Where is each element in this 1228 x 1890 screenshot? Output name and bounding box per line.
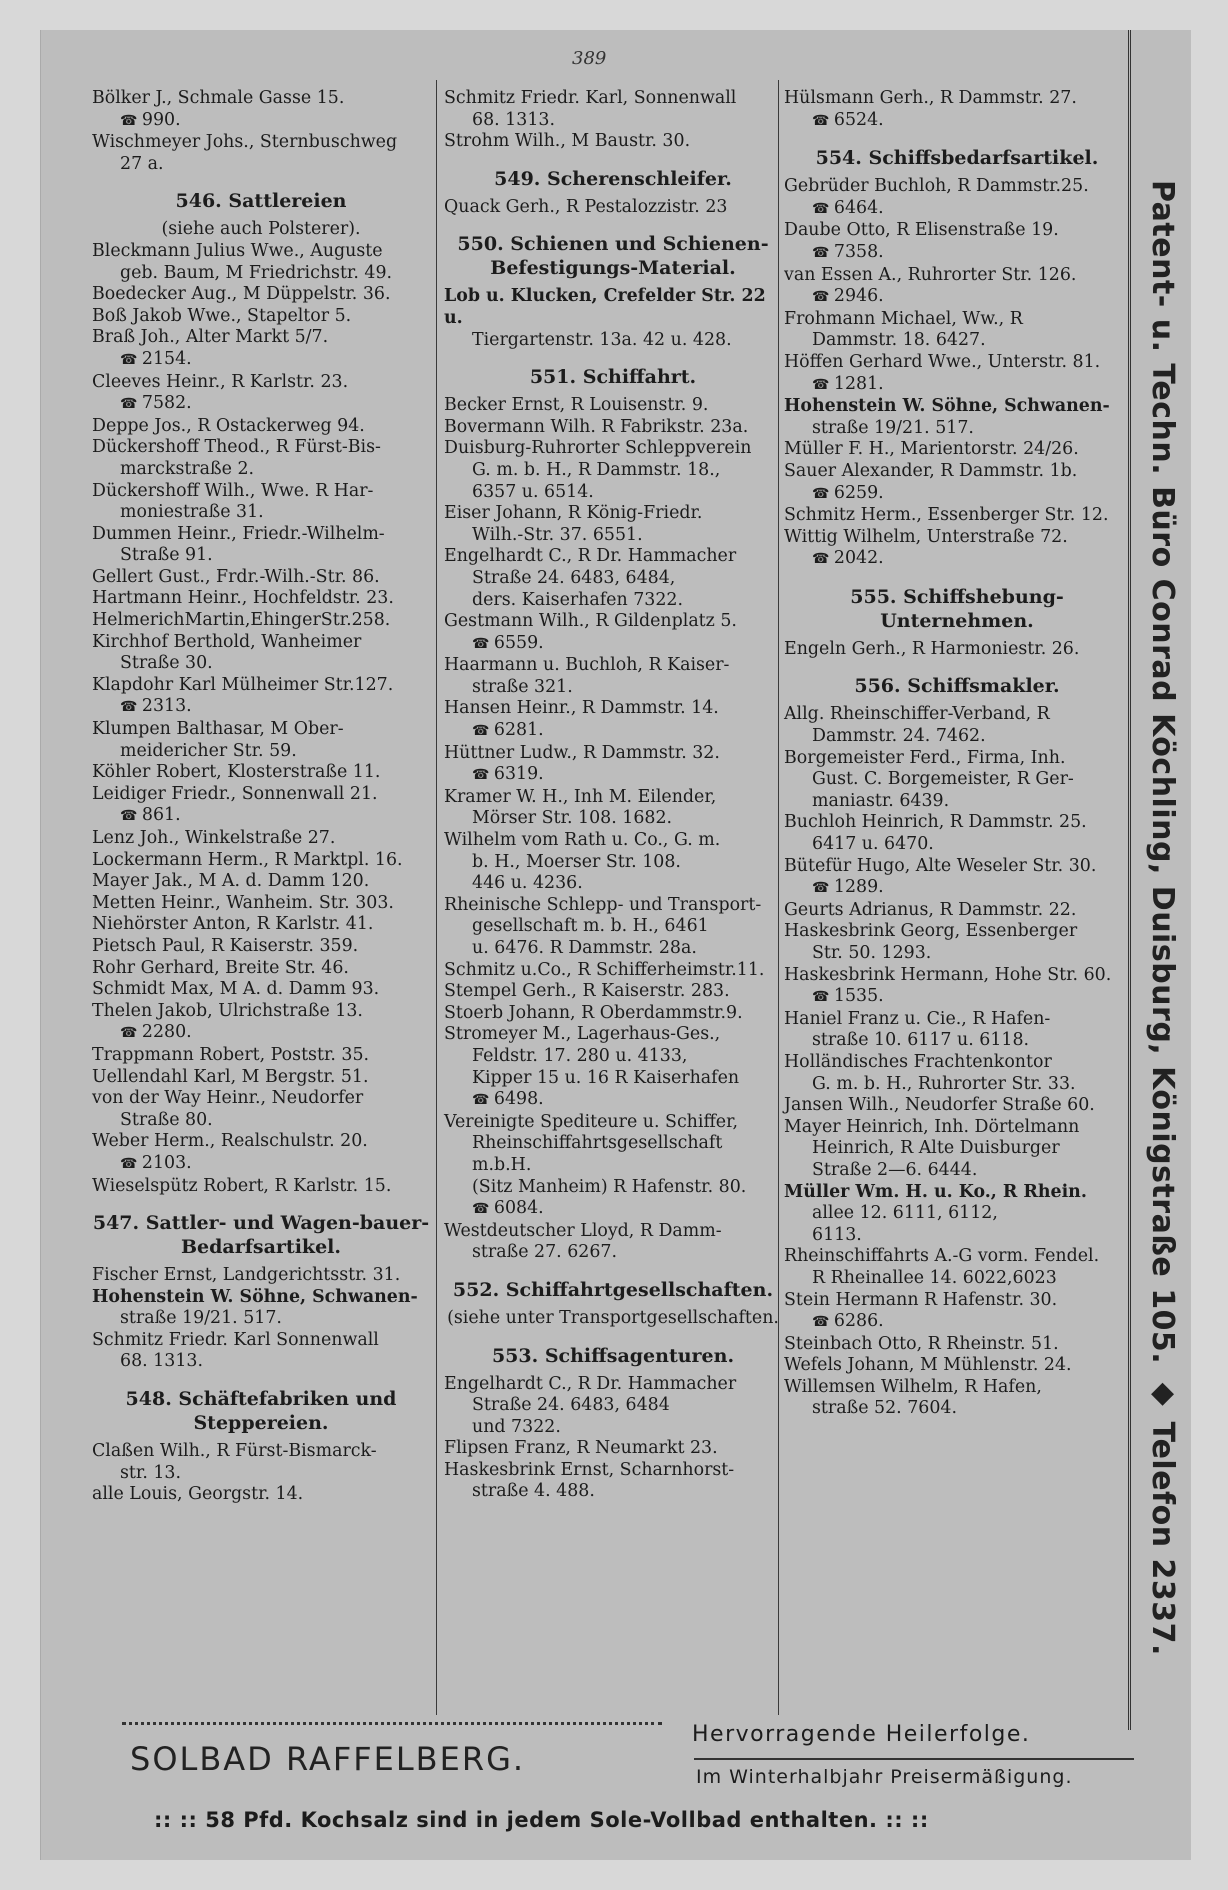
directory-entry: Stein Hermann R Hafenstr. 30. [784, 1289, 1058, 1310]
directory-entry: ☎ 2154. [92, 349, 430, 372]
column-3 [784, 88, 1130, 1420]
directory-entry: Kramer W. H., Inh M. Eilender, [444, 786, 717, 807]
directory-entry: ☎ 6524. [784, 110, 1130, 133]
ad-bottom-line: :: :: 58 Pfd. Kochsalz sind in jedem Sole-Vollbad enthalten. :: :: [154, 1808, 929, 1832]
side-advertisement-text: Patent- u. Techn. Büro Conrad Köchling, Duisburg, Königstraße 105. ◆ Telefon 2337. [1145, 180, 1180, 1656]
directory-entry: meidericher Str. 59. [120, 740, 297, 761]
directory-entry: Wefels Johann, M Mühlenstr. 24. [784, 1355, 1072, 1376]
directory-entry: ☎ 6286. [784, 1311, 1130, 1334]
directory-entry: Thelen Jakob, Ulrichstraße 13. [92, 1000, 363, 1021]
directory-entry: straße 19/21. 517. [812, 417, 974, 438]
directory-entry: Buchloh Heinrich, R Dammstr. 25. [784, 812, 1087, 833]
directory-entry: Engelhardt C., R Dr. Hammacher [444, 1373, 737, 1394]
directory-entry: Stromeyer M., Lagerhaus-Ges., [444, 1024, 721, 1045]
directory-entry: Hohenstein W. Söhne, Schwanen- [92, 1286, 418, 1307]
directory-entry: ☎ 1535. [784, 986, 1130, 1009]
directory-entry: u. 6476. R Dammstr. 28a. [472, 938, 697, 958]
directory-entry: Vereinigte Spediteure u. Schiffer, [444, 1111, 739, 1132]
heading-554: 554. Schiffsbedarfsartikel. [815, 147, 1099, 170]
directory-entry: Straße 30. [120, 653, 213, 674]
directory-entry: Tiergartenstr. 13a. 42 u. 428. [472, 329, 732, 350]
directory-entry: und 7322. [472, 1416, 561, 1437]
directory-entry: straße 52. 7604. [812, 1398, 958, 1419]
directory-entry: ☎ 2280. [92, 1022, 430, 1045]
directory-entry: Trappmann Robert, Poststr. 35. [92, 1044, 370, 1065]
directory-entry: Uellendahl Karl, M Bergstr. 51. [92, 1066, 369, 1087]
directory-entry: HelmerichMartin,EhingerStr.258. [92, 610, 391, 631]
heading-548: 548. Schäftefabriken und Steppereien. [125, 1388, 397, 1435]
directory-entry: Holländisches Frachtenkontor [784, 1051, 1052, 1072]
directory-entry: straße 10. 6117 u. 6118. [812, 1030, 1030, 1051]
ad-tagline: Hervorragende Heilerfolge. [692, 1722, 1031, 1747]
directory-entry: ☎ 6559. [444, 633, 782, 656]
directory-entry: ☎ 2313. [92, 696, 430, 719]
directory-entry: Mayer Jak., M A. d. Damm 120. [92, 871, 370, 892]
directory-entry: Feldstr. 17. 280 u. 4133, [472, 1045, 688, 1066]
directory-entry: Rheinschiffahrtsgesellschaft m.b.H. [472, 1133, 723, 1175]
directory-entry: Hohenstein W. Söhne, Schwanen- [784, 396, 1110, 417]
dotted-divider [122, 1722, 662, 1725]
directory-entry: Gellert Gust., Frdr.-Wilh.-Str. 86. [92, 566, 380, 587]
directory-entry: Boß Jakob Wwe., Stapeltor 5. [92, 305, 352, 326]
directory-entry: Steinbach Otto, R Rheinstr. 51. [784, 1333, 1059, 1354]
note-552: (siehe unter Transportgesellschaften. [447, 1307, 779, 1328]
directory-entry: Haskesbrink Hermann, Hohe Str. 60. [784, 964, 1112, 985]
directory-entry: Fischer Ernst, Landgerichtsstr. 31. [92, 1265, 401, 1286]
directory-entry: Stoerb Johann, R Oberdammstr.9. [444, 1002, 743, 1023]
directory-entry: Straße 2—6. 6444. [812, 1159, 978, 1180]
directory-entry: ☎ 2946. [784, 286, 1130, 309]
directory-entry: Wilhelm vom Rath u. Co., G. m. [444, 830, 721, 851]
directory-entry: Hartmann Heinr., Hochfeldstr. 23. [92, 588, 394, 609]
directory-entry: R Rheinallee 14. 6022,6023 [812, 1267, 1057, 1288]
directory-entry: Willemsen Wilhelm, R Hafen, [784, 1376, 1042, 1397]
directory-entry: Weber Herm., Realschulstr. 20. [92, 1131, 368, 1152]
directory-entry: ☎ 6281. [444, 720, 782, 743]
directory-entry: Straße 24. 6483, 6484, [472, 567, 676, 588]
directory-entry: Niehörster Anton, R Karlstr. 41. [92, 914, 374, 935]
bottom-advertisement [122, 1722, 1152, 1840]
directory-entry: G. m. b. H., Ruhrorter Str. 33. [812, 1073, 1076, 1094]
directory-entry: Haarmann u. Buchloh, R Kaiser- [444, 655, 730, 676]
column-2 [444, 88, 782, 1503]
directory-entry: Eiser Johann, R König-Friedr. [444, 503, 703, 524]
heading-550: 550. Schienen und Schienen-Befestigungs-Material. [457, 233, 769, 280]
directory-entry: Schmitz Friedr. Karl, Sonnenwall [444, 88, 737, 108]
directory-entry: Engeln Gerh., R Harmoniestr. 26. [784, 638, 1080, 659]
heading-549: 549. Scherenschleifer. [494, 167, 732, 190]
directory-entry: Westdeutscher Lloyd, R Damm- [444, 1220, 722, 1241]
directory-entry: straße 19/21. 517. [120, 1308, 282, 1329]
directory-entry: Schmitz Herm., Essenberger Str. 12. [784, 505, 1109, 526]
directory-entry: ☎ 6319. [444, 764, 782, 787]
directory-entry: Bölker J., Schmale Gasse 15. [92, 88, 345, 108]
directory-entry: G. m. b. H., R Dammstr. 18., [472, 459, 721, 480]
directory-entry: gesellschaft m. b. H., 6461 [472, 916, 709, 937]
directory-entry: ☎ 6259. [784, 483, 1130, 506]
directory-entry: Schmitz Friedr. Karl Sonnenwall [92, 1329, 379, 1350]
directory-entry: Hansen Heinr., R Dammstr. 14. [444, 698, 719, 719]
directory-entry: Daube Otto, R Elisenstraße 19. [784, 220, 1059, 241]
directory-entry: ☎ 2042. [784, 548, 1130, 571]
note-546: (siehe auch Polsterer). [161, 219, 361, 240]
directory-entry: Bovermann Wilh. R Fabrikstr. 23a. [444, 416, 749, 437]
directory-entry: Höffen Gerhard Wwe., Unterstr. 81. [784, 351, 1101, 372]
directory-entry: str. 13. [120, 1462, 182, 1483]
directory-entry: 6417 u. 6470. [812, 834, 934, 855]
directory-entry: 68. 1313. [472, 109, 555, 130]
directory-entry: ☎ 7582. [92, 393, 430, 416]
directory-entry: 6357 u. 6514. [472, 481, 594, 502]
directory-entry: (Sitz Manheim) R Hafenstr. 80. [472, 1176, 747, 1197]
heading-553: 553. Schiffsagenturen. [491, 1344, 735, 1367]
heading-555: 555. Schiffshebung-Unternehmen. [850, 585, 1064, 632]
heading-551: 551. Schiffahrt. [529, 366, 697, 389]
directory-entry: Schmidt Max, M A. d. Damm 93. [92, 979, 380, 1000]
directory-entry: Deppe Jos., R Ostackerweg 94. [92, 415, 365, 436]
directory-entry: Borgemeister Ferd., Firma, Inh. [784, 747, 1066, 768]
directory-entry: Rheinschiffahrts A.-G vorm. Fendel. [784, 1246, 1100, 1267]
directory-entry: ☎ 990. [92, 110, 430, 133]
directory-entry: ☎ 6084. [444, 1198, 782, 1221]
directory-entry: straße 4. 488. [472, 1481, 595, 1502]
directory-entry: Strohm Wilh., M Baustr. 30. [444, 131, 691, 152]
directory-entry: Dammstr. 18. 6427. [812, 330, 986, 351]
directory-entry: Braß Joh., Alter Markt 5/7. [92, 327, 329, 348]
directory-entry: Haskesbrink Georg, Essenberger [784, 921, 1078, 942]
directory-entry: Straße 91. [120, 545, 213, 566]
directory-entry: 446 u. 4236. [472, 873, 583, 894]
ad-divider [694, 1758, 1134, 1760]
page-number: 389 [572, 48, 607, 69]
directory-entry: Klumpen Balthasar, M Ober- [92, 719, 344, 740]
directory-entry: Jansen Wilh., Neudorfer Straße 60. [784, 1095, 1095, 1116]
directory-entry: ☎ 1289. [784, 877, 1130, 900]
directory-entry: geb. Baum, M Friedrichstr. 49. [120, 262, 393, 283]
directory-entry: Köhler Robert, Klosterstraße 11. [92, 762, 381, 783]
directory-entry: Schmitz u.Co., R Schifferheimstr.11. [444, 959, 765, 980]
directory-entry: Flipsen Franz, R Neumarkt 23. [444, 1438, 718, 1459]
directory-entry: Mayer Heinrich, Inh. Dörtelmann [784, 1116, 1080, 1137]
directory-entry: Mörser Str. 108. 1682. [472, 808, 673, 829]
directory-entry: alle Louis, Georgstr. 14. [92, 1484, 304, 1505]
directory-entry: Lenz Joh., Winkelstraße 27. [92, 828, 336, 848]
directory-entry: Str. 50. 1293. [812, 943, 932, 963]
heading-556: 556. Schiffsmakler. [854, 675, 1060, 698]
directory-entry: Quack Gerh., R Pestalozzistr. 23 [444, 196, 728, 217]
directory-entry: Pietsch Paul, R Kaiserstr. 359. [92, 935, 359, 956]
directory-entry: Frohmann Michael, Ww., R [784, 308, 1023, 329]
directory-entry: maniastr. 6439. [812, 790, 950, 811]
directory-entry: Lob u. Klucken, Crefelder Str. 22 u. [444, 286, 766, 328]
directory-entry: Rheinische Schlepp- und Transport- [444, 894, 762, 915]
directory-entry: Duisburg-Ruhrorter Schleppverein [444, 438, 752, 459]
heading-547: 547. Sattler- und Wagen-bauer-Bedarfsartikel. [92, 1212, 430, 1259]
directory-entry: Becker Ernst, R Louisenstr. 9. [444, 395, 709, 416]
directory-entry: Wittig Wilhelm, Unterstraße 72. [784, 526, 1068, 547]
directory-entry: Haniel Franz u. Cie., R Hafen- [784, 1008, 1051, 1029]
directory-entry: 6113. [812, 1224, 862, 1245]
directory-entry: ☎ 6464. [784, 198, 1130, 221]
directory-entry: Hülsmann Gerh., R Dammstr. 27. [784, 88, 1077, 108]
directory-entry: Gestmann Wilh., R Gildenplatz 5. [444, 611, 737, 632]
directory-entry: Boedecker Aug., M Düppelstr. 36. [92, 284, 391, 305]
directory-entry: Müller Wm. H. u. Ko., R Rhein. [784, 1181, 1087, 1202]
directory-entry: b. H., Moerser Str. 108. [472, 851, 681, 872]
directory-entry: moniestraße 31. [120, 502, 264, 523]
directory-entry: Bleckmann Julius Wwe., Auguste [92, 240, 383, 261]
directory-entry: ☎ 2103. [92, 1153, 430, 1176]
directory-entry: Straße 24. 6483, 6484 [472, 1395, 670, 1416]
directory-entry: ☎ 1281. [784, 374, 1130, 397]
directory-entry: ders. Kaiserhafen 7322. [472, 589, 683, 610]
directory-entry: Cleeves Heinr., R Karlstr. 23. [92, 371, 349, 392]
directory-entry: Straße 80. [120, 1109, 213, 1130]
column-divider [436, 80, 437, 1715]
column-1 [92, 88, 430, 1506]
directory-entry: ☎ 861. [92, 805, 430, 828]
directory-entry: Gust. C. Borgemeister, R Ger- [812, 769, 1074, 790]
directory-entry: Claßen Wilh., R Fürst-Bismarck- [92, 1441, 377, 1462]
directory-entry: Lockermann Herm., R Marktpl. 16. [92, 849, 403, 870]
directory-entry: Stempel Gerh., R Kaiserstr. 283. [444, 981, 730, 1002]
heading-552: 552. Schiffahrtgesellschaften. [452, 1278, 774, 1301]
directory-entry: Dückershoff Wilh., Wwe. R Har- [92, 480, 374, 501]
directory-entry: straße 27. 6267. [472, 1242, 618, 1263]
directory-entry: Kipper 15 u. 16 R Kaiserhafen [472, 1067, 740, 1088]
directory-entry: straße 321. [472, 676, 573, 697]
directory-entry: Kirchhof Berthold, Wanheimer [92, 631, 362, 652]
directory-entry: 27 a. [120, 153, 164, 174]
directory-entry: Engelhardt C., R Dr. Hammacher [444, 546, 737, 567]
heading-546: 546. Sattlereien [175, 190, 347, 213]
directory-entry: Rohr Gerhard, Breite Str. 46. [92, 957, 349, 978]
directory-entry: van Essen A., Ruhrorter Str. 126. [784, 264, 1077, 285]
side-advertisement [1128, 30, 1193, 1730]
directory-entry: allee 12. 6111, 6112, [812, 1203, 998, 1224]
directory-entry: Sauer Alexander, R Dammstr. 1b. [784, 460, 1078, 481]
directory-entry: Haskesbrink Ernst, Scharnhorst- [444, 1459, 735, 1480]
directory-entry: Müller F. H., Marientorstr. 24/26. [784, 439, 1079, 460]
ad-title: SOLBAD RAFFELBERG. [130, 1740, 526, 1778]
directory-entry: Dammstr. 24. 7462. [812, 726, 986, 747]
directory-entry: marckstraße 2. [120, 458, 255, 479]
directory-entry: Gebrüder Buchloh, R Dammstr.25. [784, 176, 1089, 197]
directory-entry: Dückershoff Theod., R Fürst-Bis- [92, 437, 381, 458]
directory-entry: Wilh.-Str. 37. 6551. [472, 524, 643, 545]
directory-entry: ☎ 7358. [784, 242, 1130, 265]
directory-entry: Bütefür Hugo, Alte Weseler Str. 30. [784, 855, 1097, 876]
directory-entry: von der Way Heinr., Neudorfer [92, 1088, 364, 1109]
directory-entry: Geurts Adrianus, R Dammstr. 22. [784, 899, 1077, 920]
directory-entry: Dummen Heinr., Friedr.-Wilhelm- [92, 523, 385, 544]
directory-entry: ☎ 6498. [444, 1089, 782, 1112]
directory-entry: Heinrich, R Alte Duisburger [812, 1138, 1060, 1159]
directory-entry: Leidiger Friedr., Sonnenwall 21. [92, 783, 378, 804]
ad-winter-note: Im Winterhalbjahr Preisermäßigung. [696, 1766, 1073, 1788]
directory-entry: Klapdohr Karl Mülheimer Str.127. [92, 674, 394, 695]
directory-entry: Metten Heinr., Wanheim. Str. 303. [92, 892, 394, 913]
directory-entry: Hüttner Ludw., R Dammstr. 32. [444, 742, 720, 763]
directory-entry: 68. 1313. [120, 1351, 203, 1372]
directory-entry: Wieselspütz Robert, R Karlstr. 15. [92, 1175, 392, 1196]
directory-entry: Allg. Rheinschiffer-Verband, R [784, 704, 1050, 725]
directory-entry: Wischmeyer Johs., Sternbuschweg [92, 132, 398, 153]
